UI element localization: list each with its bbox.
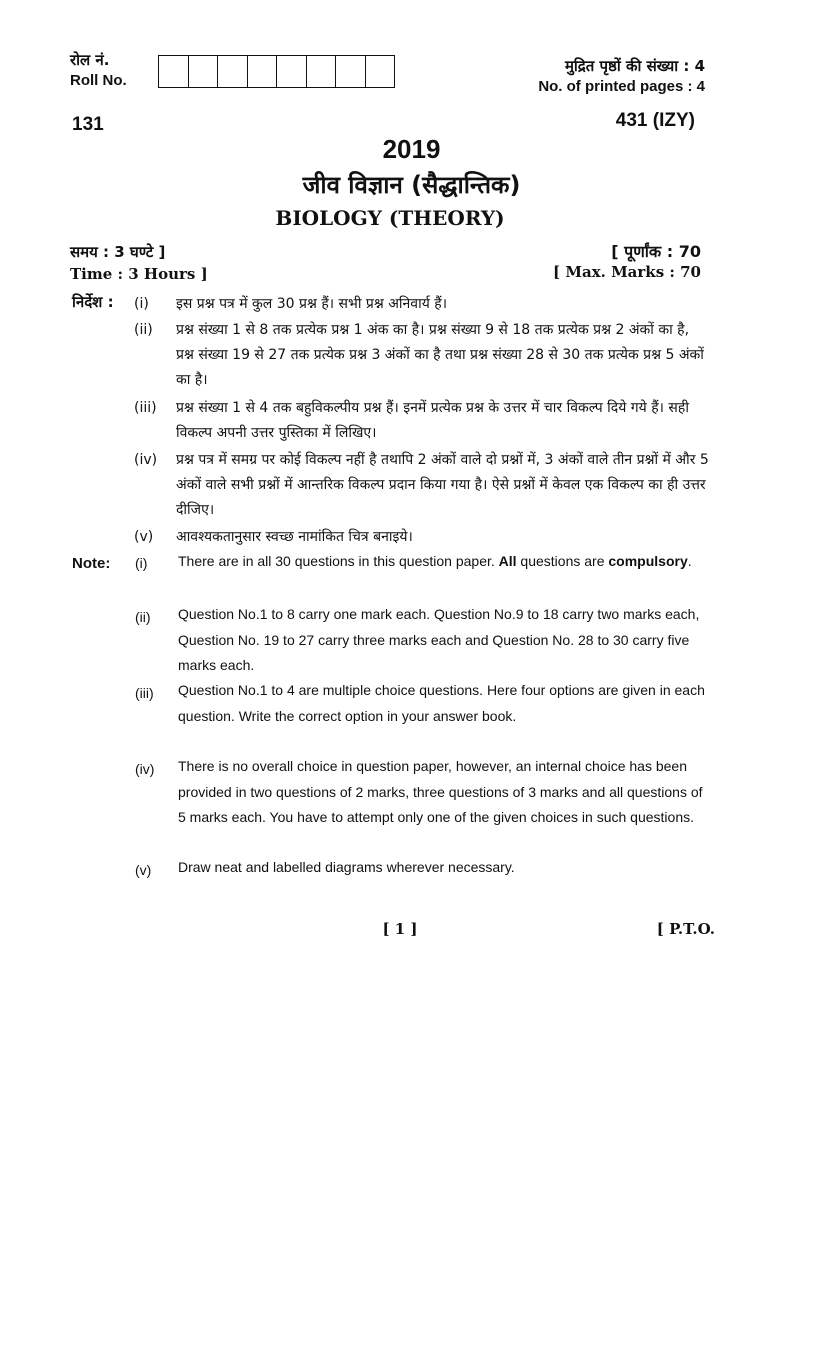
time-allowed: Time : 3 Hours ] xyxy=(70,265,208,283)
instruction-number: (iii) xyxy=(134,400,157,416)
roll-number-label: Roll No. xyxy=(70,72,127,89)
exam-year: 2019 xyxy=(382,134,441,164)
note-text-part: questions are xyxy=(516,553,609,569)
paper-code-right: 431 (IZY) xyxy=(615,110,695,131)
note-text-part: There are in all 30 questions in this question paper. xyxy=(178,553,499,569)
instruction-text: आवश्यकतानुसार स्वच्छ नामांकित चित्र बनाइये। xyxy=(176,529,413,545)
subject-title: BIOLOGY (THEORY) xyxy=(275,206,505,230)
roll-box[interactable] xyxy=(248,56,278,87)
instruction-text: प्रश्न संख्या 1 से 4 तक बहुविकल्पीय प्रश्न हैं। इनमें प्रत्येक प्रश्न के उत्तर में चार विकल्प दिये गये हैं। सही विकल्प अपनी उत्तर पुस्तिका में लिखिए। xyxy=(176,400,689,441)
roll-box[interactable] xyxy=(366,56,395,87)
roll-box[interactable] xyxy=(159,56,189,87)
note-number: (ii) xyxy=(135,609,151,625)
instruction-number: (iv) xyxy=(134,452,158,468)
note-text: There is no overall choice in question paper, however, an internal choice has been provided in two questions of 2 marks, three questions of 3 marks and all questions of 5 marks each. You have to attempt only one of the given choices in such questions. xyxy=(178,758,703,825)
max-marks: [ Max. Marks : 70 xyxy=(553,263,701,281)
subject-title-hindi: जीव विज्ञान (सैद्धान्तिक) xyxy=(302,171,521,199)
instructions-label-hindi: निर्देश : xyxy=(72,293,114,311)
note-text: Draw neat and labelled diagrams wherever necessary. xyxy=(178,859,515,875)
instruction-number: (v) xyxy=(134,529,154,545)
please-turn-over: [ P.T.O. xyxy=(656,920,715,938)
max-marks-hindi: [ पूर्णांक : 70 xyxy=(611,242,701,261)
roll-number-label-hindi: रोल नं. xyxy=(70,51,110,69)
roll-box[interactable] xyxy=(307,56,337,87)
instruction-text: प्रश्न संख्या 1 से 8 तक प्रत्येक प्रश्न 1 अंक का है। प्रश्न संख्या 9 से 18 तक प्रत्येक प्रश्न 2 अंकों का है, प्रश्न संख्या 19 से 27 तक प्रत्येक प्रश्न 3 अंकों का है तथा प्रश्न संख्या 28 से 30 तक प्रत्येक प्रश्न 5 अंकों का है। xyxy=(176,322,704,388)
roll-box[interactable] xyxy=(189,56,219,87)
note-number: (iv) xyxy=(135,761,155,777)
instruction-text: प्रश्न पत्र में समग्र पर कोई विकल्प नहीं है तथापि 2 अंकों वाले दो प्रश्नों में, 3 अंकों वाले तीन प्रश्नों में और 5 अंकों वाले सभी प्रश्नों में आन्तरिक विकल्प प्रदान किया गया है। ऐसे प्रश्नों में केवल एक विकल्प का ही उत्तर दीजिए। xyxy=(176,452,709,518)
instruction-text: इस प्रश्न पत्र में कुल 30 प्रश्न हैं। सभी प्रश्न अनिवार्य हैं। xyxy=(176,296,448,312)
note-number: (iii) xyxy=(135,685,154,701)
note-text xyxy=(178,549,708,575)
note-number: (i) xyxy=(135,555,148,571)
roll-number-boxes[interactable] xyxy=(158,55,395,88)
note-label: Note: xyxy=(72,555,111,572)
note-text-emphasis: All xyxy=(498,553,517,569)
instruction-number: (ii) xyxy=(134,322,153,338)
note-text: Question No.1 to 4 are multiple choice questions. Here four options are given in each question. Write the correct option in your answer book. xyxy=(178,682,705,724)
roll-box[interactable] xyxy=(218,56,248,87)
page-number: [ 1 ] xyxy=(382,920,418,938)
instruction-number: (i) xyxy=(134,296,149,312)
time-hindi: समय : 3 घण्टे ] xyxy=(70,243,166,261)
roll-box[interactable] xyxy=(277,56,307,87)
roll-box[interactable] xyxy=(336,56,366,87)
paper-code-left: 131 xyxy=(72,114,104,135)
note-number: (v) xyxy=(135,862,152,878)
printed-pages-hindi: मुद्रित पृष्ठों की संख्या : 4 xyxy=(564,57,705,75)
note-text-emphasis: compulsory xyxy=(608,553,688,569)
note-text-part: . xyxy=(687,553,692,569)
note-text: Question No.1 to 8 carry one mark each. Question No.9 to 18 carry two marks each, Question No. 19 to 27 carry three marks each and Question No. 28 to 30 carry five marks each. xyxy=(178,606,700,673)
printed-pages: No. of printed pages : 4 xyxy=(538,78,705,95)
